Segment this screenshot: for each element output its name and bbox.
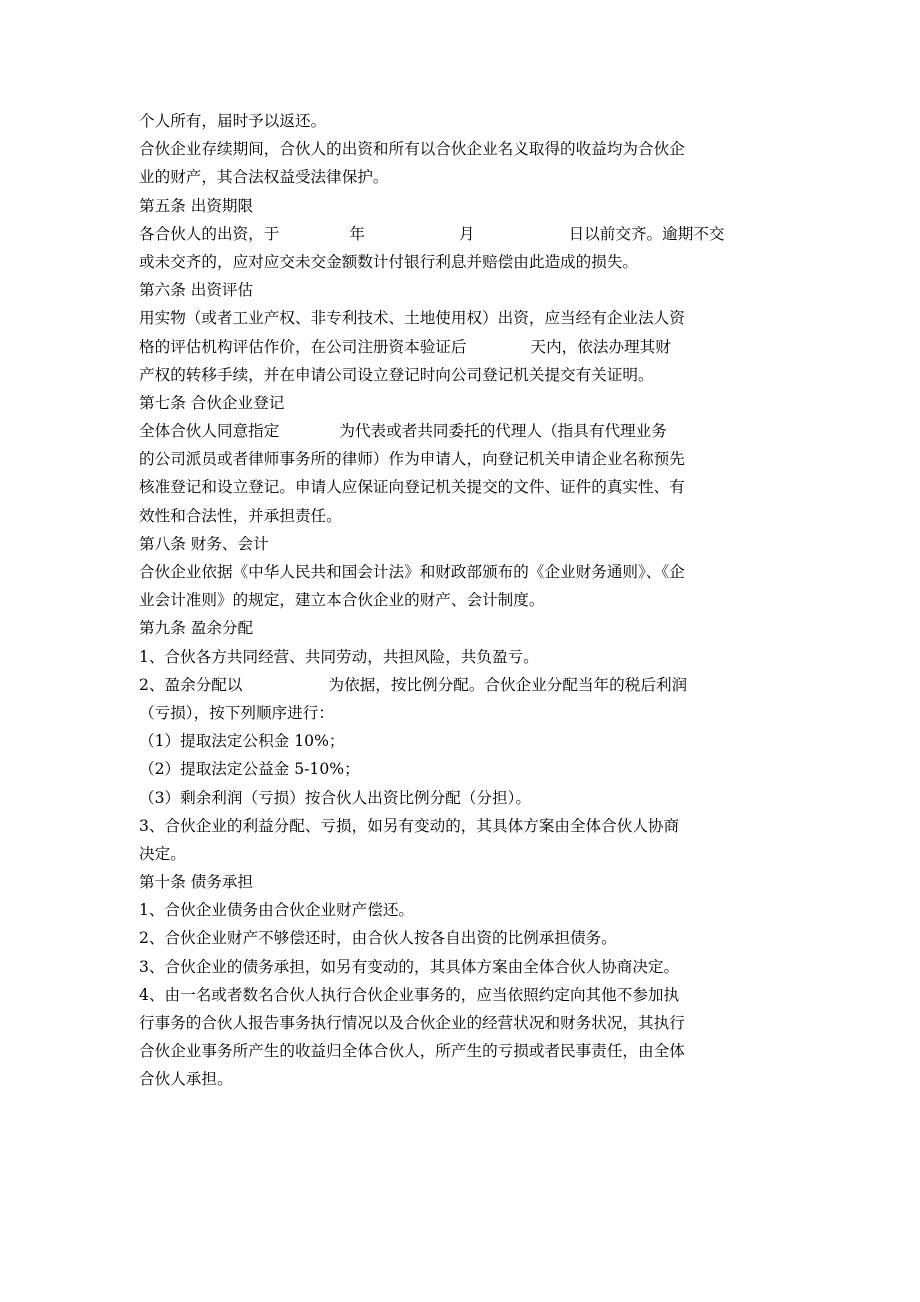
article-5-text-d: 日以前交齐。逾期不交 xyxy=(568,224,725,243)
article-5-line-1 xyxy=(139,220,784,248)
art4-tail-line-2: 合伙企业存续期间，合伙人的出资和所有以合伙企业名义取得的收益均为合伙企 xyxy=(139,140,685,159)
article-10-item-4: 4、由一名或者数名合伙人执行合伙企业事务的，应当依照约定向其他不参加执 xyxy=(139,985,680,1004)
article-8-heading: 第八条 财务、会计 xyxy=(139,534,269,553)
article-7-line-1 xyxy=(139,417,784,445)
article-9-item-2 xyxy=(139,671,784,699)
article-10-item-4-line-3: 合伙企业事务所产生的收益归全体合伙人，所产生的亏损或者民事责任，由全体 xyxy=(139,1042,685,1061)
article-8-line-1: 合伙企业依据《中华人民共和国会计法》和财政部颁布的《企业财务通则》、《企 xyxy=(139,563,685,581)
article-9-item-1: 1、合伙各方共同经营、共同劳动，共担风险，共负盈亏。 xyxy=(139,647,539,666)
article-6-text-b: 天内，依法办理其财 xyxy=(530,337,671,356)
article-6-line-1: 用实物（或者工业产权、非专利技术、土地使用权）出资，应当经有企业法人资 xyxy=(139,309,685,328)
article-5-heading: 第五条 出资期限 xyxy=(139,196,254,215)
article-5-line-2: 或未交齐的，应对应交未交金额数计付银行利息并赔偿由此造成的损失。 xyxy=(139,252,639,271)
article-7-line-2: 的公司派员或者律师事务所的律师）作为申请人，向登记机关申请企业名称预先 xyxy=(139,450,685,469)
article-9-item-3-line-2: 决定。 xyxy=(139,844,186,863)
document-page xyxy=(139,107,784,1094)
article-9-sub-3: （3）剩余利润（亏损）按合伙人出资比例分配（分担）。 xyxy=(139,788,531,807)
article-8-line-2: 业会计准则》的规定，建立本合伙企业的财产、会计制度。 xyxy=(139,591,545,610)
article-7-line-3: 核准登记和设立登记。申请人应保证向登记机关提交的文件、证件的真实性、有 xyxy=(139,478,685,497)
article-9-sub-2: （2）提取法定公益金 5-10%； xyxy=(139,760,360,779)
article-10-item-3: 3、合伙企业的债务承担，如另有变动的，其具体方案由全体合伙人协商决定。 xyxy=(139,957,680,976)
art4-tail-line-1: 个人所有，届时予以返还。 xyxy=(139,112,327,130)
article-7-heading: 第七条 合伙企业登记 xyxy=(139,393,285,412)
article-10-item-1: 1、合伙企业债务由合伙企业财产偿还。 xyxy=(139,901,415,920)
article-6-heading: 第六条 出资评估 xyxy=(139,281,254,300)
article-5-text-b: 年 xyxy=(349,224,365,243)
article-6-line-3: 产权的转移手续，并在申请公司设立登记时向公司登记机关提交有关证明。 xyxy=(139,365,654,384)
article-9-item-2-line-2: （亏损），按下列顺序进行： xyxy=(139,703,334,722)
article-7-line-4: 效性和合法性，并承担责任。 xyxy=(139,506,342,525)
article-7-text-b: 为代表或者共同委托的代理人（指具有代理业务 xyxy=(339,422,667,441)
article-7-text-a: 全体合伙人同意指定 xyxy=(139,422,280,441)
article-5-text-a: 各合伙人的出资，于 xyxy=(139,224,280,243)
article-5-text-c: 月 xyxy=(458,224,475,243)
article-9-item-3: 3、合伙企业的利益分配、亏损，如另有变动的，其具体方案由全体合伙人协商 xyxy=(139,816,680,835)
article-10-item-2: 2、合伙企业财产不够偿还时，由合伙人按各自出资的比例承担债务。 xyxy=(139,929,617,948)
article-9-item-2-text-b: 为依据，按比例分配。合伙企业分配当年的税后利润 xyxy=(328,675,688,694)
article-9-heading: 第九条 盈余分配 xyxy=(139,619,254,638)
article-9-sub-1: （1）提取法定公积金 10%； xyxy=(139,732,345,751)
article-10-item-4-line-4: 合伙人承担。 xyxy=(139,1070,233,1089)
article-6-line-2 xyxy=(139,333,784,361)
article-6-text-a: 格的评估机构评估作价，在公司注册资本验证后 xyxy=(139,337,467,356)
article-10-item-4-line-2: 行事务的合伙人报告事务执行情况以及合伙企业的经营状况和财务状况，其执行 xyxy=(139,1014,685,1032)
article-10-heading: 第十条 债务承担 xyxy=(139,873,254,892)
article-9-item-2-text-a: 2、盈余分配以 xyxy=(139,675,243,694)
art4-tail-line-3: 业的财产，其合法权益受法律保护。 xyxy=(139,168,389,187)
